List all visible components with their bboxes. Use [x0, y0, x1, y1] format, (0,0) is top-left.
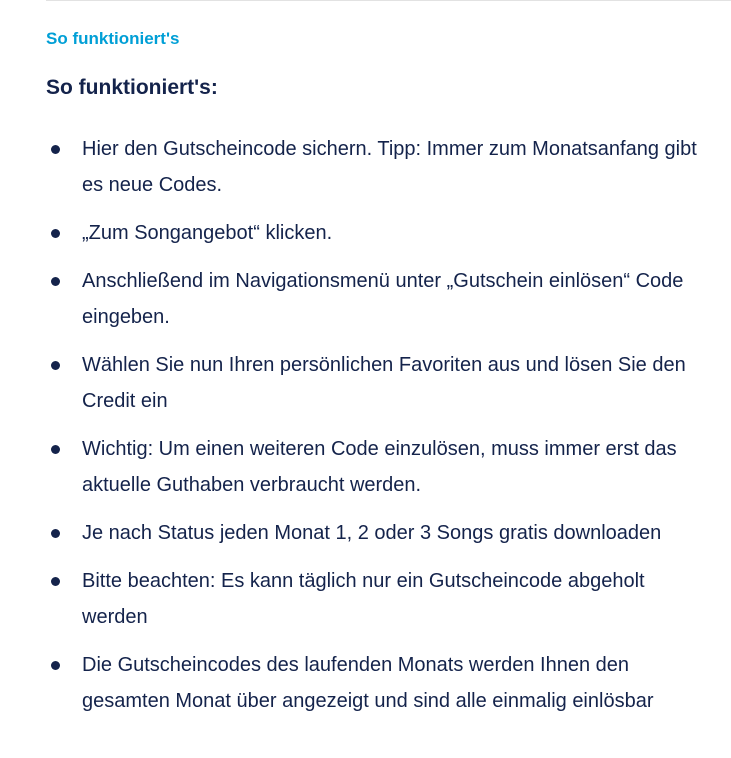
- list-item-text: Die Gutscheincodes des laufenden Monats werden Ihnen den gesamten Monat über angezeigt und sind alle einmalig einlösbar: [82, 654, 654, 712]
- steps-list: [0, 131, 731, 731]
- section-title-link[interactable]: So funktioniert's: [46, 29, 180, 48]
- list-item-text: „Zum Songangebot“ klicken.: [82, 222, 333, 244]
- section-heading: So funktioniert's:: [46, 76, 218, 99]
- top-divider: [46, 0, 731, 1]
- bullet-icon: [51, 277, 60, 286]
- bullet-icon: [51, 145, 60, 154]
- list-item: [0, 431, 731, 503]
- list-item: [0, 347, 731, 419]
- bullet-icon: [51, 445, 60, 454]
- list-item-text: Hier den Gutscheincode sichern. Tipp: Immer zum Monatsanfang gibt es neue Codes.: [82, 138, 697, 196]
- list-item: [0, 131, 731, 203]
- list-item: [0, 647, 731, 719]
- list-item-text: Anschließend im Navigationsmenü unter „Gutschein einlösen“ Code eingeben.: [82, 270, 684, 328]
- list-item-text: Wichtig: Um einen weiteren Code einzulösen, muss immer erst das aktuelle Guthaben verbraucht werden.: [82, 438, 677, 496]
- list-item: [0, 215, 731, 251]
- bullet-icon: [51, 361, 60, 370]
- bullet-icon: [51, 577, 60, 586]
- list-item: [0, 263, 731, 335]
- list-item: [0, 563, 731, 635]
- bullet-icon: [51, 529, 60, 538]
- list-item-text: Bitte beachten: Es kann täglich nur ein Gutscheincode abgeholt werden: [82, 570, 645, 628]
- bullet-icon: [51, 229, 60, 238]
- list-item-text: Je nach Status jeden Monat 1, 2 oder 3 Songs gratis downloaden: [82, 522, 662, 544]
- list-item: [0, 515, 731, 551]
- bullet-icon: [51, 661, 60, 670]
- list-item-text: Wählen Sie nun Ihren persönlichen Favoriten aus und lösen Sie den Credit ein: [82, 354, 686, 412]
